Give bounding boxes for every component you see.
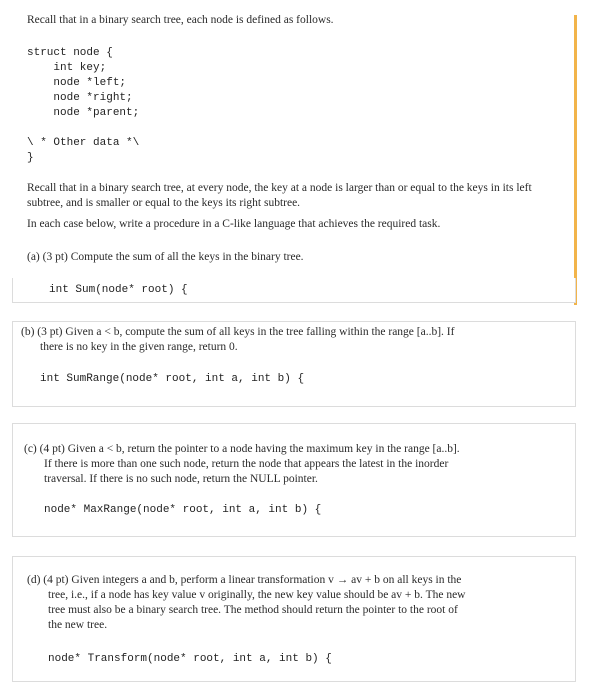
question-b-box[interactable] xyxy=(12,321,576,407)
code-line: struct node { xyxy=(27,47,113,59)
highlight-bar xyxy=(574,15,577,305)
question-d-line2: tree, i.e., if a node has key value v originally, the new key value should be av + b. The new xyxy=(48,589,466,601)
code-signature-c: node* MaxRange(node* root, int a, int b) { xyxy=(44,504,322,516)
question-a-text: (a) (3 pt) Compute the sum of all the keys in the binary tree. xyxy=(27,251,304,263)
code-line: \ * Other data *\ xyxy=(27,137,140,149)
question-c-line2: If there is more than one such node, return the node that appears the latest in the inorder xyxy=(44,458,449,470)
code-line: node *parent; xyxy=(27,107,140,119)
code-signature-a: int Sum(node* root) { xyxy=(49,284,188,296)
question-b-line2: there is no key in the given range, return 0. xyxy=(40,341,238,353)
code-line: int key; xyxy=(27,62,107,74)
code-line: node *left; xyxy=(27,77,127,89)
question-d-line4: the new tree. xyxy=(48,619,108,631)
code-signature-d: node* Transform(node* root, int a, int b) { xyxy=(48,653,332,665)
struct-code-block xyxy=(27,46,327,166)
question-c-line1: (c) (4 pt) Given a < b, return the pointer to a node having the maximum key in the range [a..b]. xyxy=(24,443,460,455)
code-signature-b: int SumRange(node* root, int a, int b) { xyxy=(40,373,305,385)
question-c-line3: traversal. If there is no such node, return the NULL pointer. xyxy=(44,473,318,485)
recall-definition: Recall that in a binary search tree, each node is defined as follows. xyxy=(27,14,334,26)
question-d-line1: (d) (4 pt) Given integers a and b, perform a linear transformation v → av + b on all keys in the xyxy=(27,574,462,586)
recall-property: Recall that in a binary search tree, at every node, the key at a node is larger than or equal to the keys in its left subtree, and is smaller or equal to the keys its right subtree. xyxy=(27,182,532,209)
code-line: node *right; xyxy=(27,92,133,104)
answer-box-a[interactable] xyxy=(12,278,576,303)
question-d-box[interactable] xyxy=(12,556,576,682)
code-line xyxy=(27,121,327,136)
instruction: In each case below, write a procedure in a C-like language that achieves the required task. xyxy=(27,218,441,230)
question-d-line3: tree must also be a binary search tree. The method should return the pointer to the root of xyxy=(48,604,458,616)
question-b-line1: (b) (3 pt) Given a < b, compute the sum of all keys in the tree falling within the range [a..b]. If xyxy=(21,326,455,338)
question-c-box[interactable] xyxy=(12,423,576,537)
code-line: } xyxy=(27,152,34,164)
